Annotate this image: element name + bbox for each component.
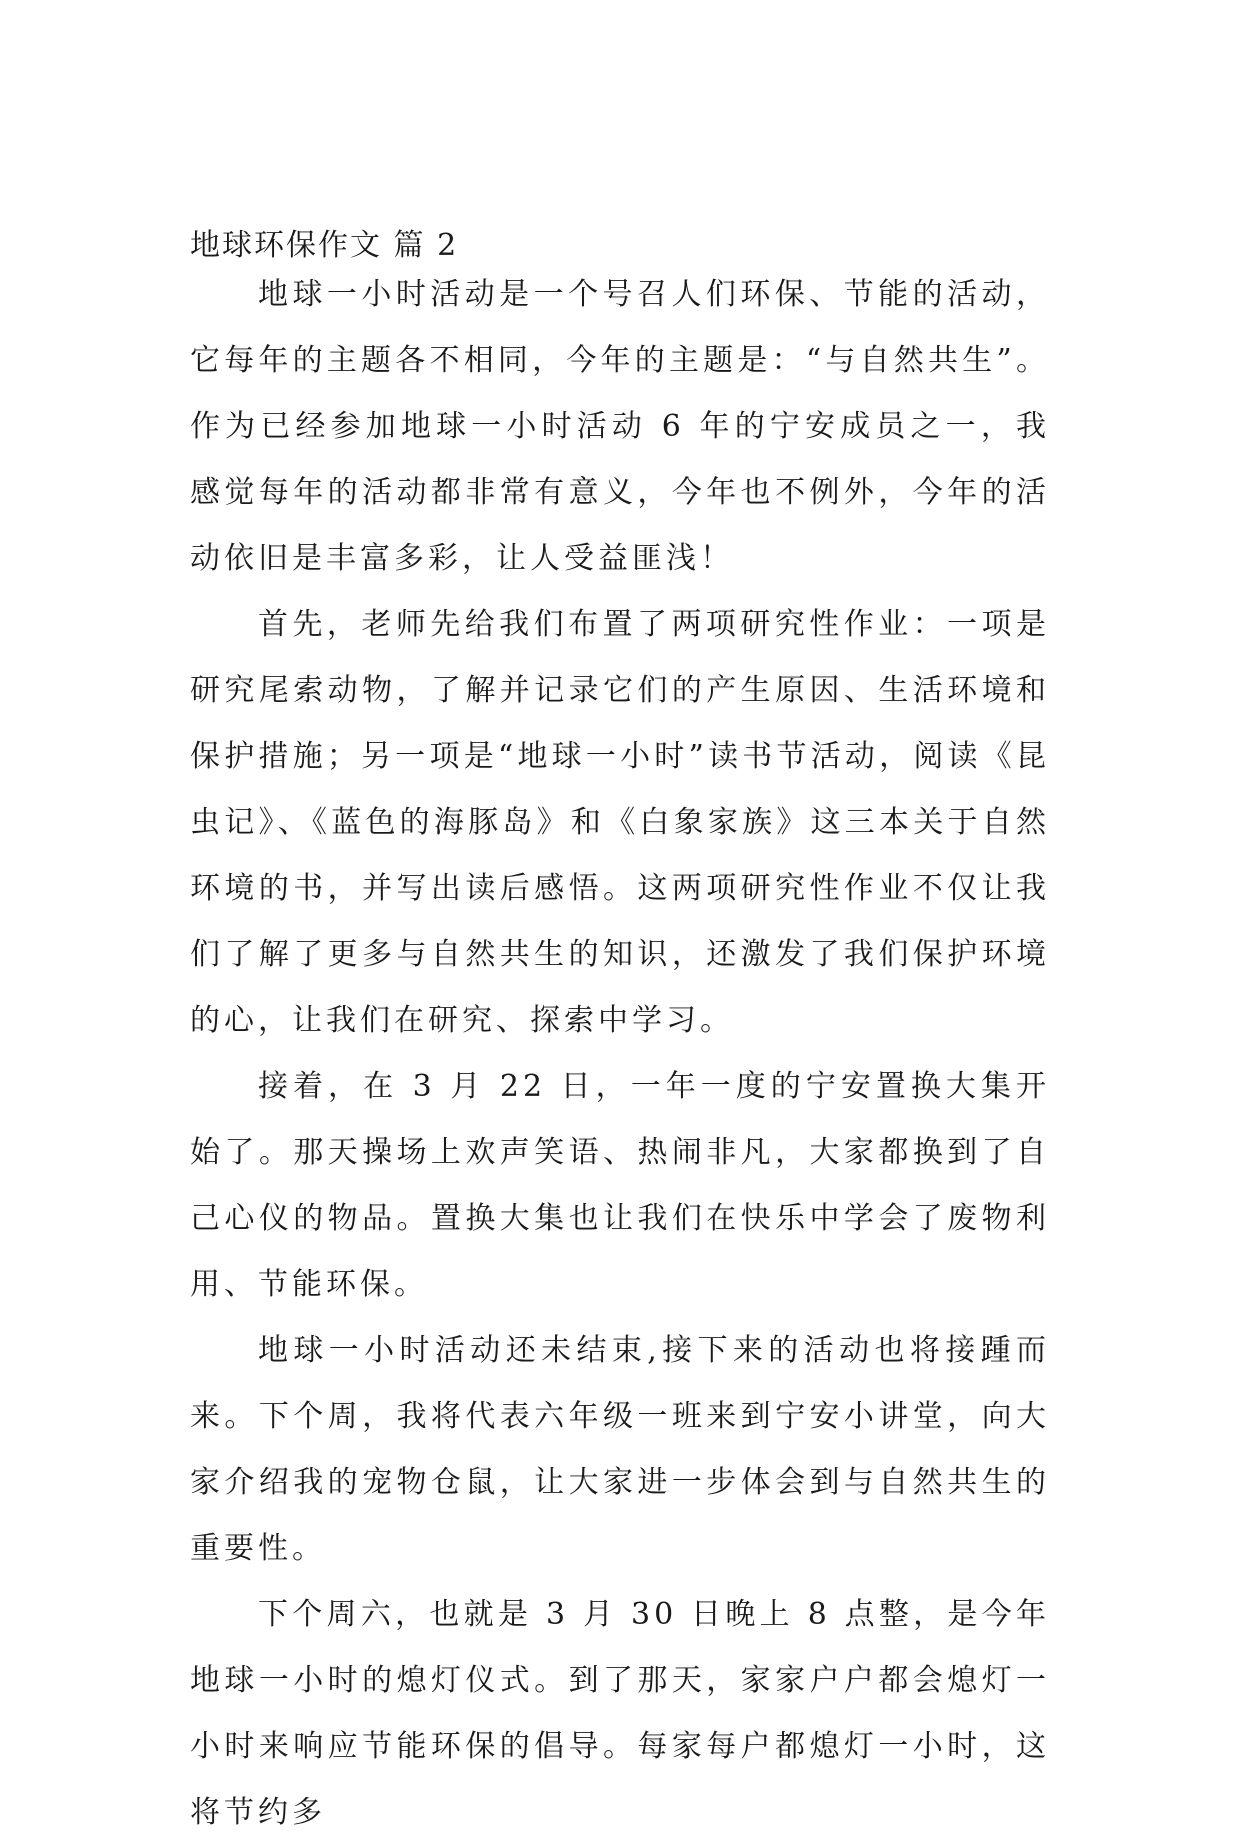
paragraph-2: 首先，老师先给我们布置了两项研究性作业：一项是研究尾索动物，了解并记录它们的产生原因、生活环境和保护措施；另一项是“地球一小时”读书节活动，阅读《昆虫记》、《蓝色的海豚岛》和《白象家族》这三本关于自然环境的书，并写出读后感悟。这两项研究性作业不仅让我们了解了更多与自然共生的知识，还激发了我们保护环境的心，让我们在研究、探索中学习。 [190,607,1050,1038]
paragraph-1: 地球一小时活动是一个号召人们环保、节能的活动，它每年的主题各不相同，今年的主题是：“与自然共生”。作为已经参加地球一小时活动 6 年的宁安成员之一，我感觉每年的活动都非常有意义，今年也不例外，今年的活动依旧是丰富多彩，让人受益匪浅！ [190,277,1050,576]
paragraph-3: 接着，在 3 月 22 日，一年一度的宁安置换大集开始了。那天操场上欢声笑语、热闹非凡，大家都换到了自己心仪的物品。置换大集也让我们在快乐中学会了废物利用、节能环保。 [190,1069,1050,1302]
paragraph-4: 地球一小时活动还未结束,接下来的活动也将接踵而来。下个周，我将代表六年级一班来到宁安小讲堂，向大家介绍我的宠物仓鼠，让大家进一步体会到与自然共生的重要性。 [190,1333,1050,1566]
document-title: 地球环保作文 篇 2 [190,228,459,263]
paragraph-5: 下个周六，也就是 3 月 30 日晚上 8 点整，是今年地球一小时的熄灯仪式。到了那天，家家户户都会熄灯一小时来响应节能环保的倡导。每家每户都熄灯一小时，这将节约多 [190,1597,1050,1830]
document-body [190,262,1050,1846]
